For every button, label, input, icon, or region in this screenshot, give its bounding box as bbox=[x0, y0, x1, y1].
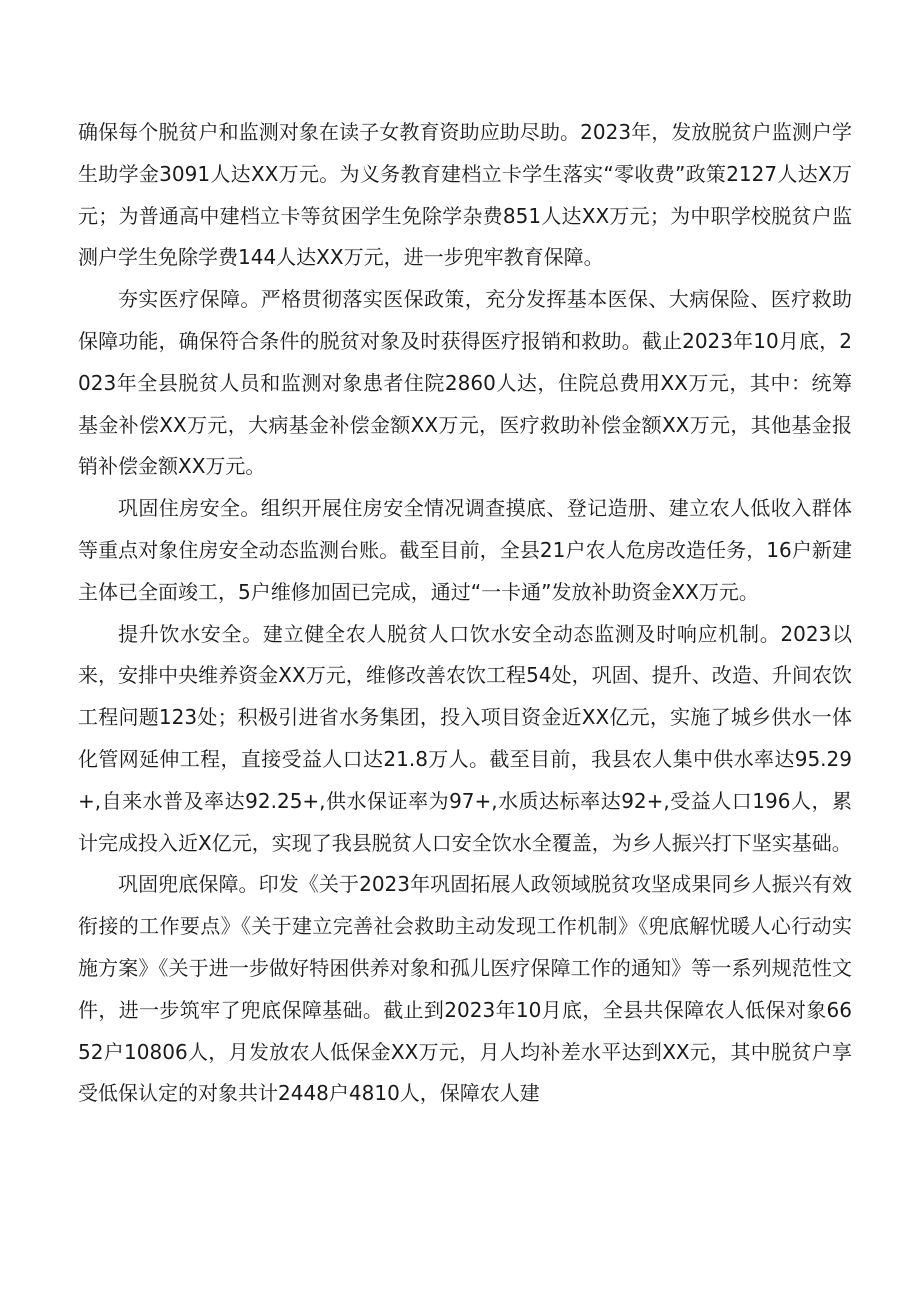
paragraph-medical: 夯实医疗保障。严格贯彻落实医保政策，充分发挥基本医保、大病保险、医疗救助保障功能，确保符合条件的脱贫对象及时获得医疗报销和救助。截止2023年10月底，2023年全县脱贫人员和监测对象患者住院2860人达，住院总费用XX万元，其中：统筹基金补偿XX万元，大病基金补偿金额XX万元，医疗救助补偿金额XX万元，其他基金报销补偿金额XX万元。 bbox=[78, 287, 852, 479]
paragraph-housing: 巩固住房安全。组织开展住房安全情况调查摸底、登记造册、建立农人低收入群体等重点对象住房安全动态监测台账。截至目前，全县21户农人危房改造任务，16户新建主体已全面竣工，5户维修加固已完成，通过“一卡通”发放补助资金XX万元。 bbox=[78, 496, 852, 604]
paragraph-water: 提升饮水安全。建立健全农人脱贫人口饮水安全动态监测及时响应机制。2023以来，安排中央维养资金XX万元，维修改善农饮工程54处，巩固、提升、改造、升间农饮工程问题123处；积极引进省水务集团，投入项目资金近XX亿元，实施了城乡供水一体化管网延伸工程，直接受益人口达21.8万人。截至目前，我县农人集中供水率达95.29+,自来水普及率达92.25+,供水保证率为97+,水质达标率达92+,受益人口196人，累计完成投入近X亿元，实现了我县脱贫人口安全饮水全覆盖，为乡人振兴打下坚实基础。 bbox=[78, 621, 852, 855]
paragraph-social-security: 巩固兜底保障。印发《关于2023年巩固拓展人政领域脱贫攻坚成果同乡人振兴有效衔接的工作要点》《关于建立完善社会救助主动发现工作机制》《兜底解忧暖人心行动实施方案》《关于进一步做好特困供养对象和孤儿医疗保障工作的通知》等一系列规范性文件，进一步筑牢了兜底保障基础。截止到2023年10月底，全县共保障农人低保对象6652户10806人，月发放农人低保金XX万元，月人均补差水平达到XX元，其中脱贫户享受低保认定的对象共计2448户4810人，保障农人建 bbox=[78, 872, 852, 1106]
document-body bbox=[78, 112, 852, 1115]
paragraph-education: 确保每个脱贫户和监测对象在读子女教育资助应助尽助。2023年，发放脱贫户监测户学生助学金3091人达XX万元。为义务教育建档立卡学生落实“零收费”政策2127人达X万元；为普通高中建档立卡等贫困学生免除学杂费851人达XX万元；为中职学校脱贫户监测户学生免除学费144人达XX万元，进一步兜牢教育保障。 bbox=[78, 120, 852, 270]
